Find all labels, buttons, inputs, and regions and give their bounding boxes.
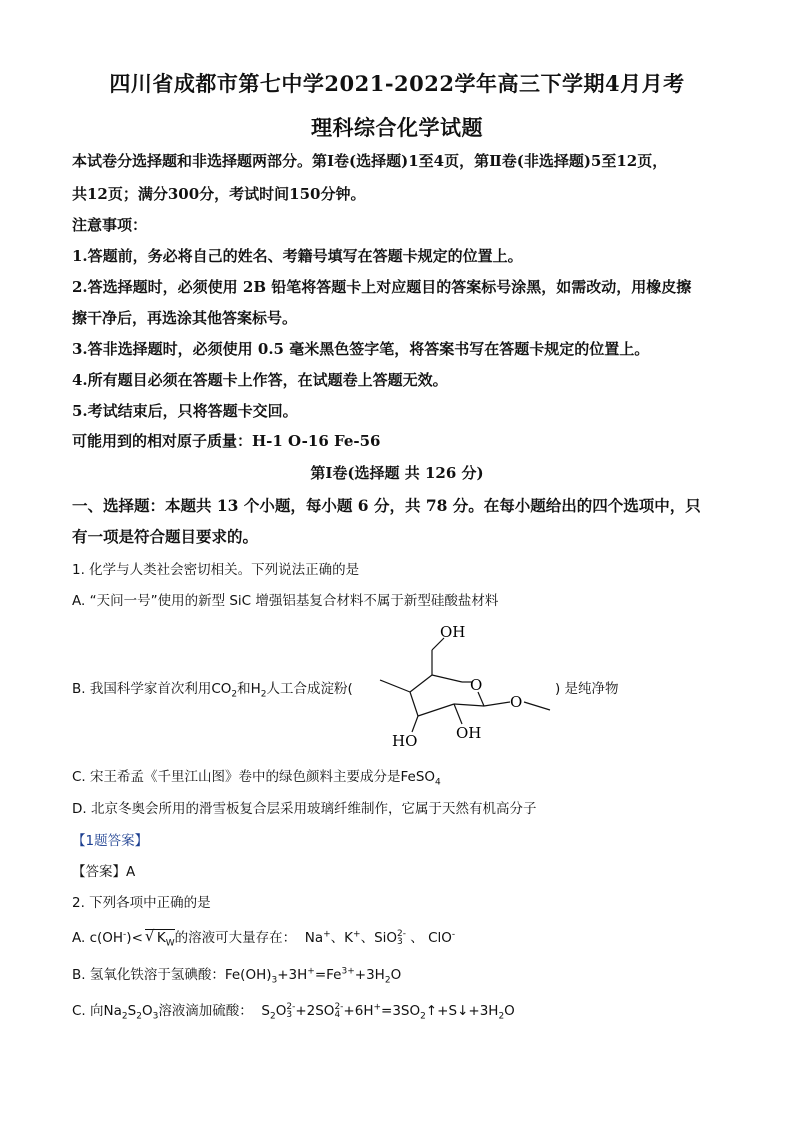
label-ring-o: O — [470, 676, 483, 694]
q2-a-post: 的溶液可大量存在： — [174, 930, 297, 946]
structure-bonds — [380, 638, 550, 732]
section-title: 第Ⅰ卷(选择题 共 126 分) — [310, 464, 484, 482]
q1-b-mid: 人工合成淀粉( — [266, 681, 353, 697]
q1-b-pre: B. 我国科学家首次利用 — [72, 681, 212, 697]
q2-option-a: A. c(OH-)< √ $K_W$的溶液可大量存在： Na+、K+、SiO 2- 3 、 ClO- — [72, 927, 456, 949]
q2-a-pre: A. c(OH — [72, 930, 124, 946]
co2-formula: $CO_2$ — [211, 681, 238, 700]
note-1: 1.答题前，务必将自己的姓名、考籍号填写在答题卡规定的位置上。 — [72, 247, 523, 265]
q2-option-c: C. 向$Na_2S_2O_3$溶液滴加硫酸： $S_2O$ 2- 3 +2SO 2- 4 $+6H^+=3SO_2↑+S↓+3H_2O$ — [72, 1002, 515, 1022]
label-ho-left: HO — [392, 732, 418, 750]
note-3: 3.答非选择题时，必须使用 0.5 毫米黑色签字笔，将答案书写在答题卡规定的位置上。 — [72, 340, 650, 358]
q1-option-b: B. 我国科学家首次利用$CO_2$和$H_2$人工合成淀粉( — [72, 681, 353, 700]
label-oh-bottom: OH — [456, 724, 482, 742]
starch-structure-diagram — [372, 620, 562, 755]
section-desc-2: 有一项是符合题目要求的。 — [72, 527, 259, 546]
q1-option-d: D. 北京冬奥会所用的滑雪板复合层采用玻璃纤维制作，它属于天然有机高分子 — [72, 801, 537, 817]
q1-b-post: ) 是纯净物 — [555, 681, 619, 697]
notes-title: 注意事项： — [72, 216, 148, 234]
note-5: 5.考试结束后，只将答题卡交回。 — [72, 402, 298, 420]
label-chain-o: O — [510, 693, 523, 711]
note-2b: 擦干净后，再选涂其他答案标号。 — [72, 309, 298, 327]
note-4: 4.所有题目必须在答题卡上作答，在试题卷上答题无效。 — [72, 371, 448, 389]
q2-c-mid: 溶液滴加硫酸： — [158, 1003, 253, 1019]
q1-c-text: C. 宋王希孟《千里江山图》卷中的绿色颜料主要成分是 — [72, 769, 401, 785]
section-desc-1: 一、选择题：本题共 13 个小题，每小题 6 分，共 78 分。在每小题给出的四个选项中，只 — [72, 496, 701, 515]
q1-option-a: A. “天问一号”使用的新型 SiC 增强铝基复合材料不属于新型硅酸盐材料 — [72, 593, 499, 609]
exam-subtitle: 理科综合化学试题 — [311, 115, 483, 140]
note-2a: 2.答选择题时，必须使用 2B 铅笔将答题卡上对应题目的答案标号涂黑，如需改动，用橡皮擦 — [72, 278, 692, 296]
atomic-masses: 可能用到的相对原子质量：H-1 O-16 Fe-56 — [72, 432, 381, 450]
q1-answer: 【答案】A — [72, 864, 136, 880]
q2-c-pre: C. 向 — [72, 1003, 104, 1019]
q1-option-c: C. 宋王希孟《千里江山图》卷中的绿色颜料主要成分是FeSO$_4$ — [72, 769, 441, 788]
sqrt-kw: √ $K_W$ — [144, 927, 175, 949]
q1-answer-tag: 【1题答案】 — [72, 833, 149, 849]
intro-line-2: 共12页；满分300分，考试时间150分钟。 — [72, 185, 366, 203]
exam-title: 四川省成都市第七中学2021-2022学年高三下学期4月月考 — [109, 71, 685, 96]
intro-line-1: 本试卷分选择题和非选择题两部分。第Ⅰ卷(选择题)1至4页，第Ⅱ卷(非选择题)5至12页， — [72, 152, 668, 170]
q2-b-text: B. 氢氧化铁溶于氢碘酸： — [72, 967, 225, 983]
q2-a-mid: )< — [126, 930, 143, 946]
q2-stem: 2. 下列各项中正确的是 — [72, 895, 211, 911]
q1-stem: 1. 化学与人类社会密切相关。下列说法正确的是 — [72, 562, 360, 578]
q2-option-b: B. 氢氧化铁溶于氢碘酸：$Fe(OH)_3+3H^+=Fe^{3+}+3H_2O$ — [72, 966, 402, 986]
label-oh-top: OH — [440, 623, 466, 641]
